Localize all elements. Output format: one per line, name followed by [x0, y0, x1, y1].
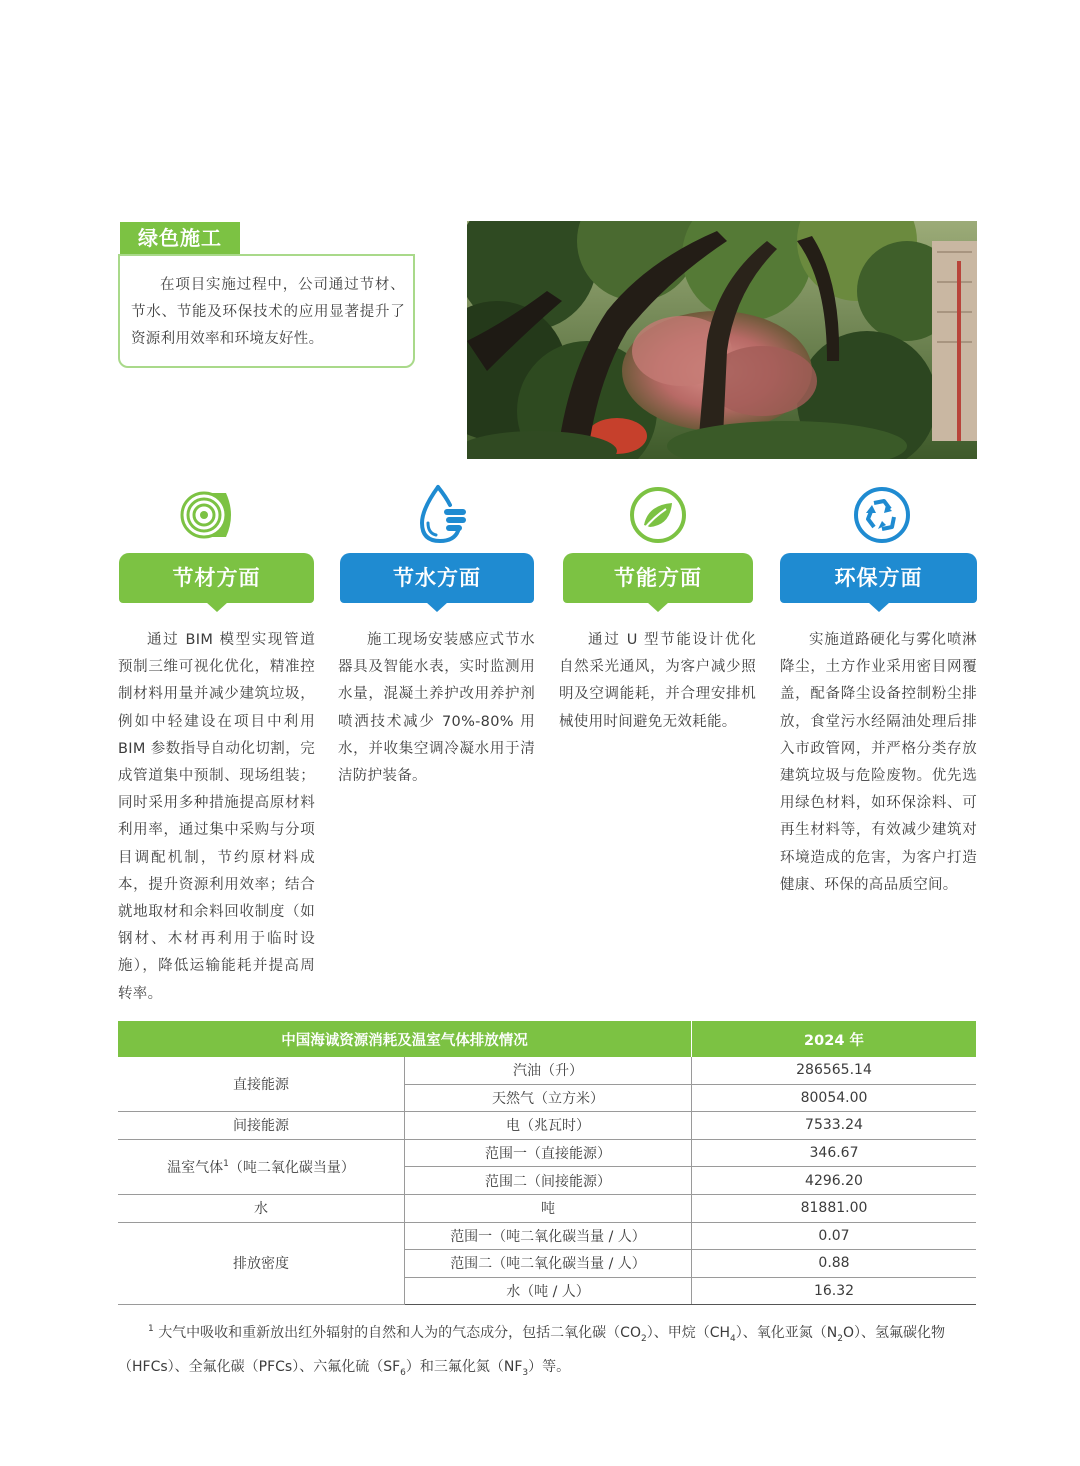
footnote-mark: 1 [223, 1158, 229, 1169]
item-cell: 范围一（吨二氧化碳当量 / 人） [405, 1222, 692, 1250]
category-cell: 间接能源 [118, 1112, 405, 1140]
table-row [118, 1112, 976, 1140]
value-cell: 346.67 [692, 1139, 977, 1167]
value-cell: 16.32 [692, 1277, 977, 1305]
footnote [118, 1315, 978, 1387]
footnote-text: ）、甲烷（CH [646, 1325, 731, 1341]
subscript: 4 [730, 1333, 736, 1344]
category-cell: 水 [118, 1194, 405, 1222]
value-cell: 80054.00 [692, 1084, 977, 1112]
subscript: 2 [640, 1333, 647, 1344]
resource-consumption-table [118, 1021, 976, 1305]
material-saving-text: 通过 BIM 模型实现管道预制三维可视化优化，精准控制材料用量并减少建筑垃圾，例如中轻建设在项目中利用 BIM 参数指导自动化切割，完成管道集中预制、现场组装；同时采用多种措施提高原材料利用率，通过集中采购与分项目调配机制，节约原材料成本，提升资源利用效率；结合就地取材和余料回收制度（如钢材、木材再利用于临时设施），降低运输能耗并提高周转率。 [118, 632, 315, 1002]
value-cell: 0.07 [692, 1222, 977, 1250]
value-cell: 7533.24 [692, 1112, 977, 1140]
header-material-saving: 节材方面 [119, 553, 314, 603]
item-cell: 吨 [405, 1194, 692, 1222]
footnote-mark: 1 [148, 1324, 154, 1334]
footnote-text: 大气中吸收和重新放出红外辐射的自然和人为的气态成分，包括二氧化碳（CO [158, 1325, 641, 1341]
table-row [118, 1194, 976, 1222]
item-cell: 范围一（直接能源） [405, 1139, 692, 1167]
value-cell: 81881.00 [692, 1194, 977, 1222]
item-cell: 范围二（间接能源） [405, 1167, 692, 1195]
leaf-icon [626, 483, 690, 547]
item-cell: 范围二（吨二氧化碳当量 / 人） [405, 1250, 692, 1278]
item-cell: 电（兆瓦时） [405, 1112, 692, 1140]
header-environmental-protection: 环保方面 [780, 553, 977, 603]
table-row [118, 1222, 976, 1250]
value-cell: 286565.14 [692, 1057, 977, 1084]
wood-log-icon [174, 483, 238, 547]
category-label: 温室气体 [167, 1159, 224, 1176]
item-cell: 天然气（立方米） [405, 1084, 692, 1112]
item-cell: 水（吨 / 人） [405, 1277, 692, 1305]
garden-photo [467, 221, 977, 459]
table-row [118, 1057, 976, 1084]
water-saving-text: 施工现场安装感应式节水器具及智能水表，实时监测用水量，混凝土养护改用养护剂喷洒技术减少 70%-80% 用水，并收集空调冷凝水用于清洁防护装备。 [338, 632, 535, 785]
footnote-text: O）、氢氟碳化物（HFCs）、全氟化碳（PFCs）、六氟化硫（SF [118, 1325, 946, 1375]
energy-saving-text: 通过 U 型节能设计优化自然采光通风，为客户减少照明及空调能耗，并合理安排机械使用时间避免无效耗能。 [559, 632, 756, 730]
subscript: 2 [837, 1333, 843, 1344]
category-cell: 排放密度 [118, 1222, 405, 1305]
category-cell [118, 1139, 405, 1194]
subscript: 3 [522, 1367, 529, 1378]
table-header-year: 2024 年 [692, 1021, 977, 1057]
category-unit: （吨二氧化碳当量） [228, 1159, 355, 1176]
header-energy-saving: 节能方面 [563, 553, 753, 603]
environmental-protection-text: 实施道路硬化与雾化喷淋降尘，土方作业采用密目网覆盖，配备降尘设备控制粉尘排放，食堂污水经隔油处理后排入市政管网，并严格分类存放建筑垃圾与危险废物。优先选用绿色材料，如环保涂料、可再生材料等，有效减少建筑对环境造成的危害，为客户打造健康、环保的高品质空间。 [780, 632, 977, 893]
intro-text: 在项目实施过程中，公司通过节材、节水、节能及环保技术的应用显著提升了资源利用效率和环境友好性。 [131, 277, 405, 347]
recycle-icon [850, 483, 914, 547]
header-water-saving: 节水方面 [340, 553, 534, 603]
value-cell: 4296.20 [692, 1167, 977, 1195]
table-row [118, 1139, 976, 1167]
footnote-text: ）等。 [528, 1358, 571, 1375]
footnote-text: ）和三氟化氮（NF [405, 1358, 523, 1375]
item-cell: 汽油（升） [405, 1057, 692, 1084]
section-tag-green-construction: 绿色施工 [120, 222, 240, 254]
table-header-title: 中国海诚资源消耗及温室气体排放情况 [118, 1021, 692, 1057]
value-cell: 0.88 [692, 1250, 977, 1278]
category-cell: 直接能源 [118, 1057, 405, 1112]
water-drop-hand-icon [410, 483, 474, 547]
subscript: 6 [400, 1367, 406, 1378]
footnote-text: ）、氧化亚氮（N [735, 1325, 838, 1341]
